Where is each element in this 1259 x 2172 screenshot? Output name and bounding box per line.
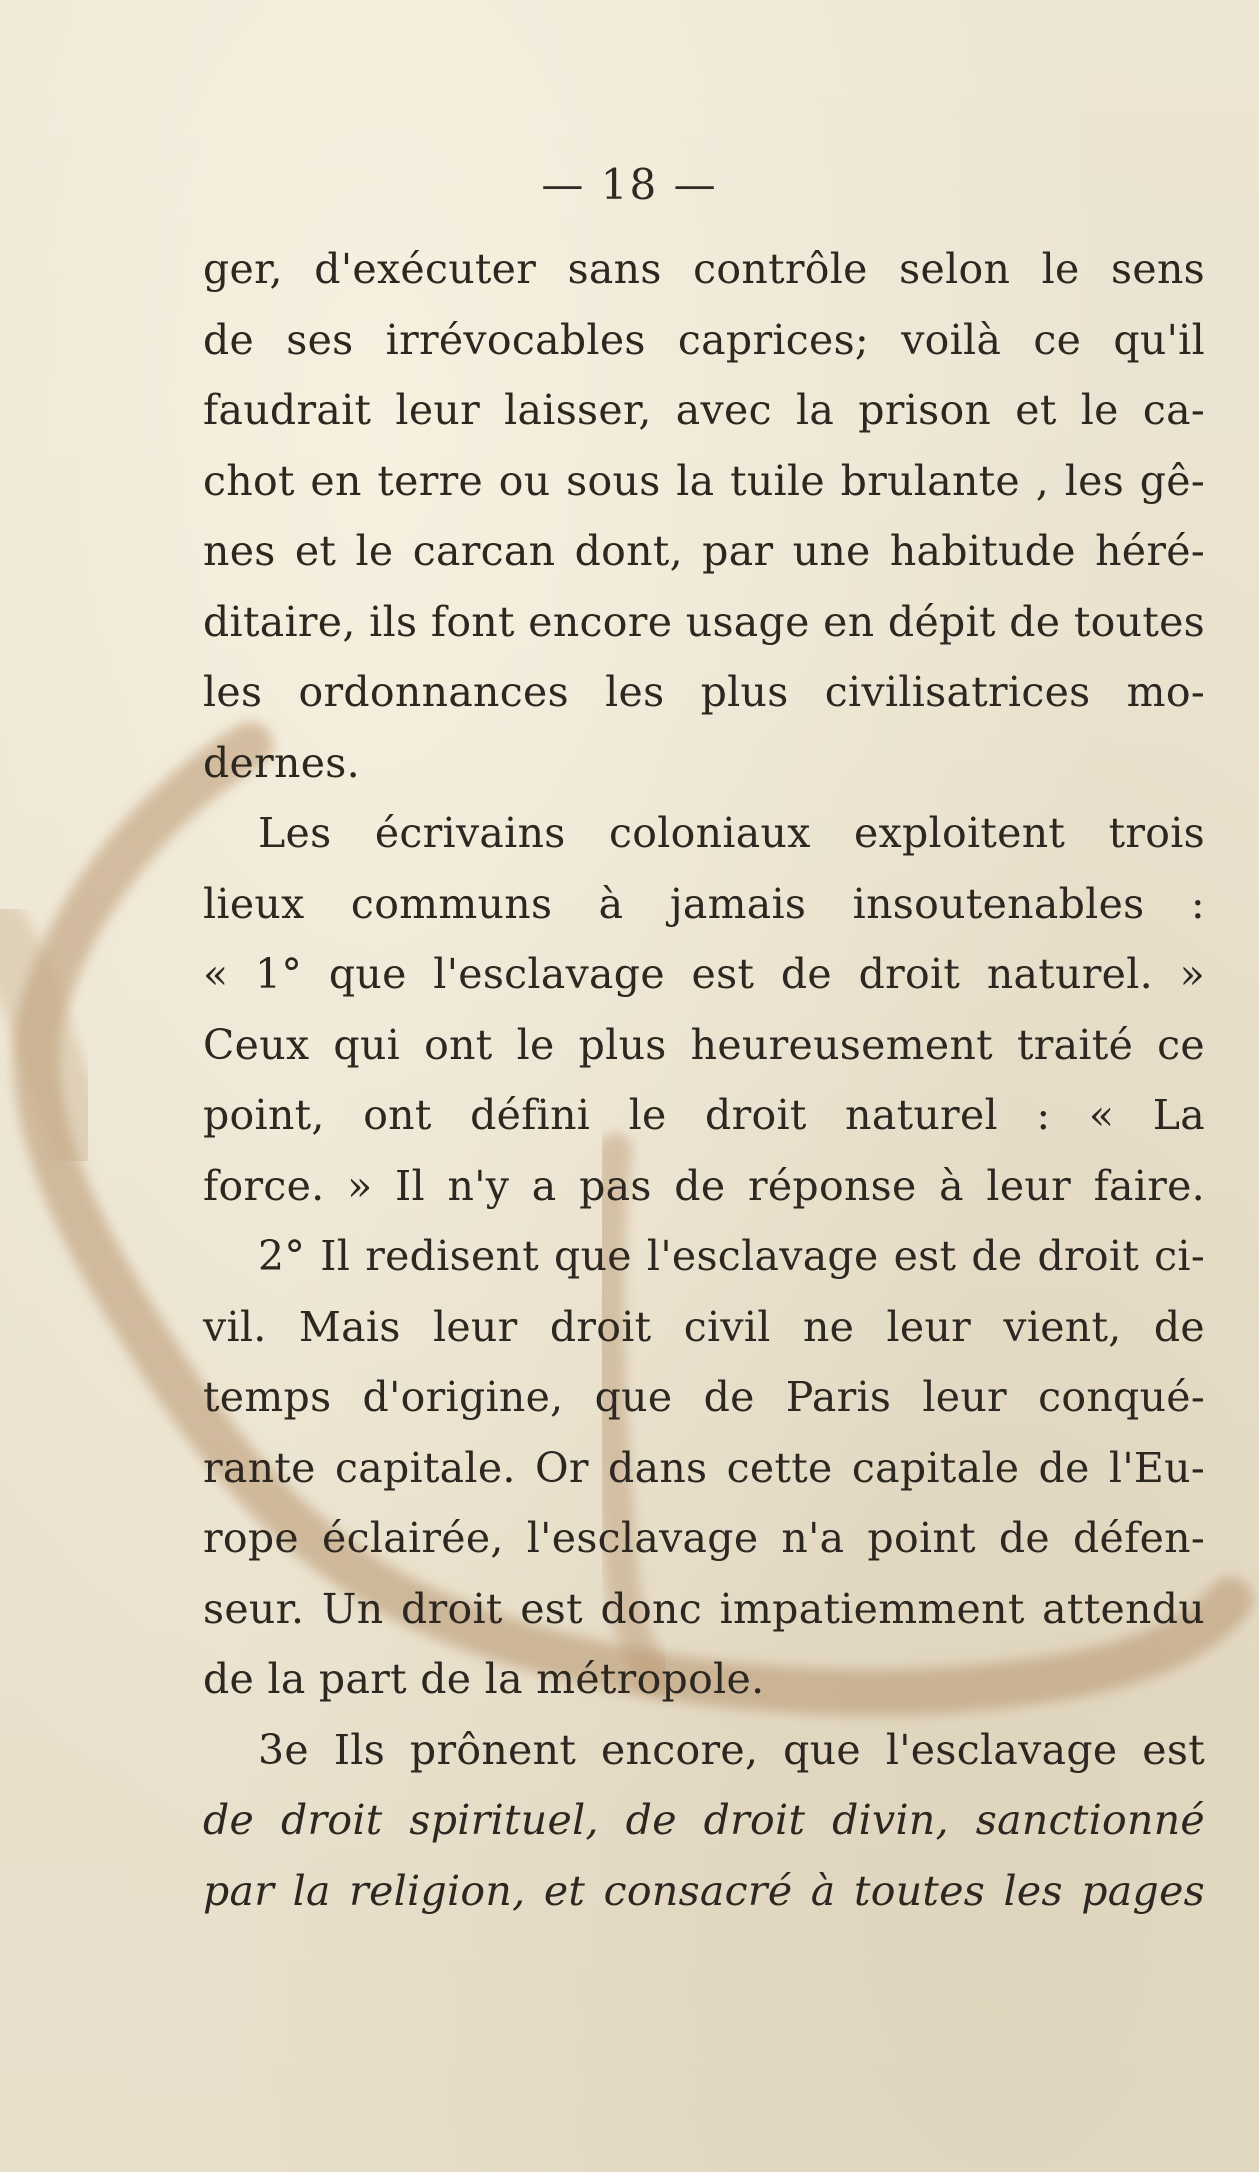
text-line: point, ont défini le droit naturel : « La	[203, 1091, 1205, 1139]
text-line: par la religion, et consacré à toutes les pages	[203, 1866, 1205, 1915]
text-line: vil. Mais leur droit civil ne leur vient, de	[203, 1302, 1205, 1351]
text-line: de ses irrévocables caprices; voilà ce qu'il	[203, 315, 1205, 364]
text-line: Les écrivains coloniaux exploitent trois	[258, 809, 1205, 857]
text-line: rante capitale. Or dans cette capitale de l'Eu-	[203, 1443, 1205, 1492]
text-line: ger, d'exécuter sans contrôle selon le sens	[203, 245, 1205, 293]
text-line: ditaire, ils font encore usage en dépit de toutes	[203, 597, 1205, 646]
text-line: seur. Un droit est donc impatiemment attendu	[203, 1584, 1205, 1633]
text-line: force. » Il n'y a pas de réponse à leur faire.	[203, 1161, 1205, 1210]
text-line: 2° Il redisent que l'esclavage est de droit ci-	[258, 1232, 1205, 1280]
text-line: de la part de la métropole.	[203, 1655, 765, 1703]
text-line: Ceux qui ont le plus heureusement traité ce	[203, 1020, 1205, 1069]
text-line: lieux communs à jamais insoutenables :	[203, 879, 1205, 928]
text-line: « 1° que l'esclavage est de droit naturel. »	[203, 950, 1205, 998]
text-line: 3e Ils prônent encore, que l'esclavage est	[258, 1725, 1205, 1774]
text-line: les ordonnances les plus civilisatrices mo-	[203, 668, 1205, 716]
text-line: temps d'origine, que de Paris leur conqué-	[203, 1373, 1205, 1421]
text-line: rope éclairée, l'esclavage n'a point de défen-	[203, 1514, 1205, 1562]
text-line: nes et le carcan dont, par une habitude héré-	[203, 527, 1205, 575]
text-line: dernes.	[203, 738, 360, 787]
page-number: — 18 —	[541, 160, 718, 209]
text-line: chot en terre ou sous la tuile brulante , les gê-	[203, 456, 1205, 505]
body-text	[203, 234, 1205, 1926]
text-line: de droit spirituel, de droit divin, sanctionné	[203, 1796, 1205, 1844]
text-line: faudrait leur laisser, avec la prison et le ca-	[203, 386, 1205, 434]
